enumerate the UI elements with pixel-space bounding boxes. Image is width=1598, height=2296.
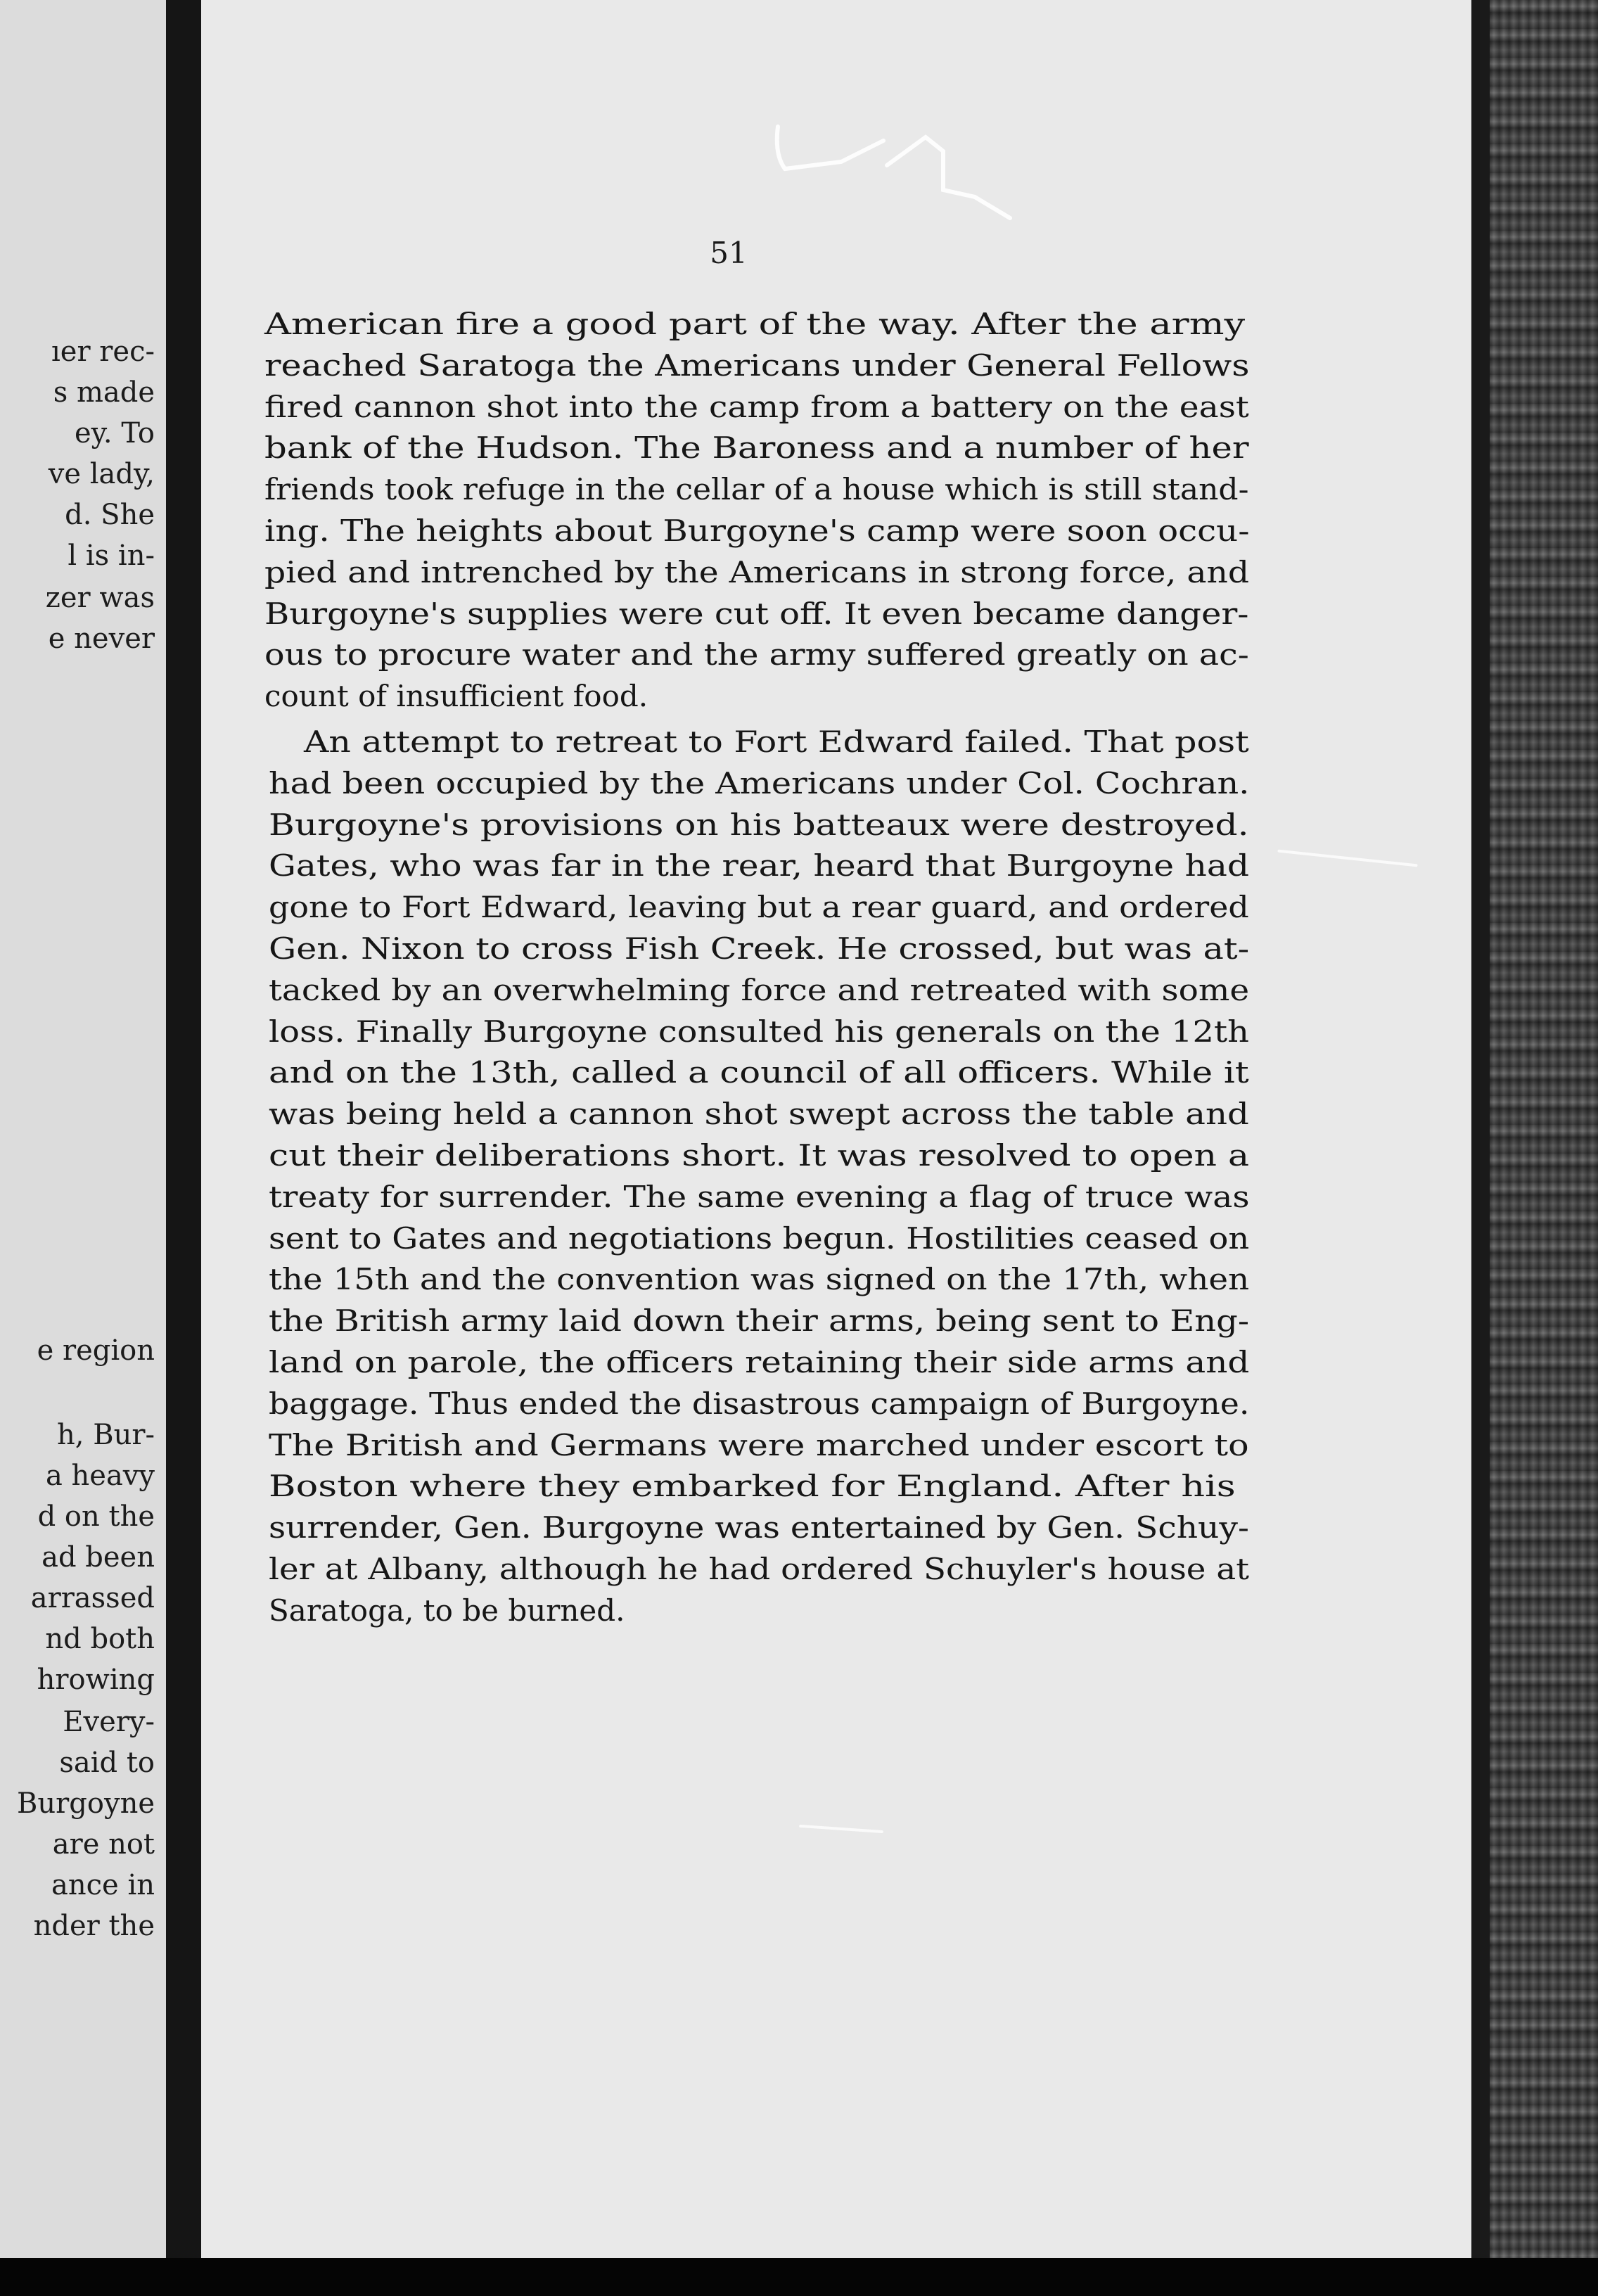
left-page-line: a heavy: [45, 1460, 155, 1492]
left-page-line: Every-: [63, 1706, 155, 1738]
left-page-line: d. She: [65, 499, 155, 531]
left-page-line: d on the: [37, 1500, 155, 1533]
text-line: tacked by an overwhelming force and retreated with some: [269, 972, 1250, 1007]
text-line: An attempt to retreat to Fort Edward failed. That post: [304, 725, 1249, 759]
book-page: [201, 0, 1471, 2258]
text-line: count of insufficient food.: [264, 679, 648, 714]
text-line: Burgoyne's provisions on his batteaux were destroyed.: [269, 807, 1249, 842]
left-page-line: s made: [53, 376, 155, 409]
text-line: reached Saratoga the Americans under General Fellows: [264, 347, 1250, 383]
text-line: was being held a cannon shot swept across the table and: [269, 1097, 1249, 1132]
left-page-line: ad been: [41, 1541, 155, 1574]
left-page-line: ey. To: [74, 417, 155, 449]
book-edge: [1471, 0, 1598, 2258]
left-page-line: h, Bur-: [57, 1419, 155, 1451]
left-page-line: ance in: [51, 1869, 155, 1901]
text-line: American fire a good part of the way. After the army: [264, 307, 1246, 341]
text-line: Saratoga, to be burned.: [269, 1593, 625, 1628]
left-page-line: ıer rec-: [51, 336, 155, 368]
page-number: 51: [710, 236, 748, 270]
paper-scratch: [1277, 850, 1417, 867]
text-line: cut their deliberations short. It was resolved to open a: [269, 1138, 1250, 1173]
text-line: fired cannon shot into the camp from a battery on the east: [264, 389, 1249, 424]
pencil-annotation: [764, 113, 1172, 253]
scan-border: [0, 2258, 1598, 2296]
text-line: The British and Germans were marched under escort to: [269, 1427, 1249, 1462]
left-page-line: arrassed: [30, 1582, 155, 1614]
text-line: surrender, Gen. Burgoyne was entertained by Gen. Schuy-: [269, 1510, 1249, 1545]
text-line: and on the 13th, called a council of all officers. While it: [269, 1055, 1249, 1090]
text-line: pied and intrenched by the Americans in strong force, and: [264, 554, 1249, 589]
left-page-line: ve lady,: [48, 458, 155, 490]
text-line: friends took refuge in the cellar of a house which is still stand-: [264, 472, 1249, 507]
text-line: loss. Finally Burgoyne consulted his generals on the 12th: [269, 1014, 1249, 1049]
left-page-line: l is in-: [68, 540, 155, 572]
text-line: treaty for surrender. The same evening a flag of truce was: [269, 1179, 1250, 1214]
text-line: Gates, who was far in the rear, heard that Burgoyne had: [269, 848, 1250, 884]
text-line: Boston where they embarked for England. After his: [269, 1469, 1236, 1504]
left-page-line: are not: [52, 1828, 155, 1861]
text-line: Burgoyne's supplies were cut off. It even became danger-: [264, 596, 1249, 631]
paper-scratch: [799, 1825, 883, 1833]
text-line: ous to procure water and the army suffered greatly on ac-: [264, 637, 1249, 672]
text-line: land on parole, the officers retaining their side arms and: [269, 1345, 1250, 1379]
text-line: had been occupied by the Americans under Col. Cochran.: [269, 765, 1250, 801]
left-page-line: nd both: [45, 1623, 155, 1655]
text-line: ler at Albany, although he had ordered Schuyler's house at: [269, 1552, 1249, 1586]
left-page-line: hrowing: [37, 1664, 155, 1696]
text-line: ing. The heights about Burgoyne's camp were soon occu-: [264, 514, 1250, 548]
text-line: Gen. Nixon to cross Fish Creek. He crossed, but was at-: [269, 931, 1250, 966]
text-line: the British army laid down their arms, being sent to Eng-: [269, 1303, 1250, 1339]
left-page-line: Burgoyne: [17, 1787, 155, 1820]
left-page-line: nder the: [33, 1910, 155, 1942]
left-page-line: e region: [37, 1334, 155, 1367]
text-line: sent to Gates and negotiations begun. Hostilities ceased on: [269, 1220, 1250, 1256]
text-line: bank of the Hudson. The Baroness and a number of her: [264, 431, 1249, 466]
previous-page-fragment: [0, 0, 166, 2258]
left-page-line: zer was: [45, 582, 155, 614]
text-line: the 15th and the convention was signed on the 17th, when: [269, 1262, 1250, 1297]
left-page-line: e never: [48, 623, 155, 655]
text-line: baggage. Thus ended the disastrous campaign of Burgoyne.: [269, 1386, 1250, 1421]
text-line: gone to Fort Edward, leaving but a rear guard, and ordered: [269, 890, 1249, 925]
binding-gutter: [166, 0, 201, 2258]
left-page-line: said to: [59, 1747, 155, 1779]
